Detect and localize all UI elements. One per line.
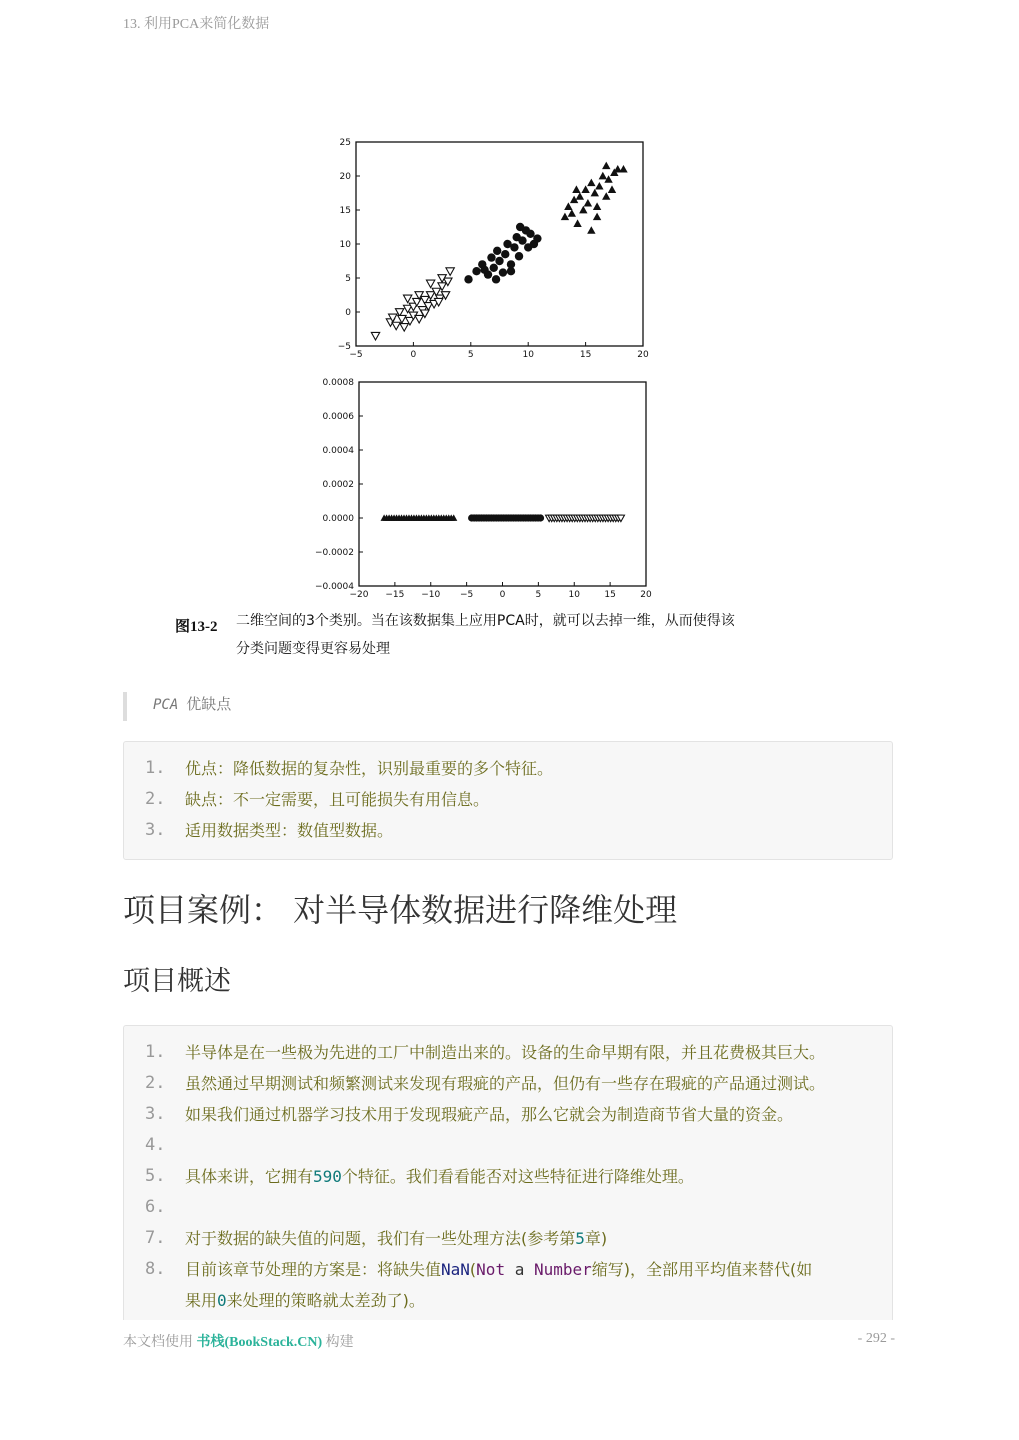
scatter-point <box>608 185 616 193</box>
y-tick-label: 5 <box>345 274 351 284</box>
scatter-point <box>510 243 518 251</box>
code-line <box>124 1130 894 1161</box>
page-number: - 292 - <box>857 1331 895 1346</box>
code-text <box>185 1161 885 1192</box>
scatter-point <box>403 295 411 303</box>
scatter-point <box>564 202 572 210</box>
scatter-point <box>584 199 592 207</box>
code-number: 0 <box>217 1291 227 1310</box>
code-paren: ( <box>469 1260 477 1279</box>
code-block-pros-cons <box>123 741 893 860</box>
scatter-point <box>537 514 544 521</box>
scatter-point <box>518 236 526 244</box>
scatter-point <box>490 264 498 272</box>
scatter-point <box>602 192 610 200</box>
y-tick-label: 15 <box>339 206 351 216</box>
scatter-point <box>599 172 607 180</box>
y-tick-label: −0.0002 <box>314 548 354 558</box>
x-tick-label: 5 <box>535 590 542 600</box>
line-number: 1. <box>145 1042 166 1062</box>
y-tick-label: −0.0004 <box>314 582 354 592</box>
scatter-point <box>492 275 500 283</box>
code-segment: 个特征。我们看看能否对这些特征进行降维处理。 <box>341 1167 694 1186</box>
footer-prefix: 本文档使用 <box>123 1335 197 1350</box>
scatter-point <box>426 280 434 288</box>
scatter-point <box>593 202 601 210</box>
code-segment: a <box>505 1260 534 1279</box>
y-tick-label: −5 <box>337 342 351 352</box>
x-tick-label: 10 <box>568 590 580 600</box>
scatter-point <box>415 315 423 323</box>
x-tick-label: −20 <box>349 590 369 600</box>
scatter-point <box>573 219 581 227</box>
code-text <box>185 1254 885 1316</box>
y-tick-label: 25 <box>339 138 351 148</box>
code-line <box>124 1254 894 1316</box>
scatter-point <box>526 230 534 238</box>
section-title: 项目案例： 对半导体数据进行降维处理 <box>123 891 678 929</box>
code-line <box>124 815 894 846</box>
scatter-point <box>595 182 603 190</box>
x-tick-label: −15 <box>385 590 405 600</box>
code-keyword-number: Number <box>533 1260 592 1279</box>
figure-svg <box>123 128 895 666</box>
code-segment: 果用 <box>185 1291 218 1310</box>
line-number: 6. <box>145 1197 166 1217</box>
figure-caption-label: 图13-2 <box>175 619 218 635</box>
code-text: 半导体是在一些极为先进的工厂中制造出来的。设备的生命早期有限，并且花费极其巨大。 <box>185 1043 826 1062</box>
x-tick-label: 0 <box>499 590 506 600</box>
line-number: 8. <box>145 1259 166 1279</box>
footer-brand-link[interactable]: 书栈(BookStack.CN) <box>196 1335 323 1350</box>
scatter-point <box>400 324 408 332</box>
code-text: 缺点：不一定需要，且可能损失有用信息。 <box>185 790 490 809</box>
scatter-point <box>487 253 495 261</box>
quote-pca-term: PCA <box>153 697 179 713</box>
scatter-chart-projected <box>315 378 652 600</box>
line-number: 5. <box>145 1166 166 1186</box>
quote-text: 优缺点 <box>186 695 232 713</box>
line-number: 2. <box>145 1073 166 1093</box>
code-line <box>124 784 894 815</box>
y-tick-label: 0 <box>345 308 351 318</box>
scatter-point <box>499 268 507 276</box>
code-segment: 具体来讲，它拥有 <box>185 1167 314 1186</box>
plot-frame <box>359 382 646 586</box>
scatter-chart-2d <box>338 138 649 360</box>
code-keyword-nan: NaN <box>441 1260 470 1279</box>
code-text: 优点：降低数据的复杂性，识别最重要的多个特征。 <box>185 759 554 778</box>
scatter-point <box>602 162 610 170</box>
y-tick-label: 0.0000 <box>322 514 354 524</box>
y-tick-label: 20 <box>339 172 351 182</box>
y-tick-label: 0.0006 <box>322 412 354 422</box>
line-number: 1. <box>145 758 166 778</box>
x-tick-label: 0 <box>410 350 417 360</box>
scatter-point <box>371 332 379 340</box>
scatter-point <box>579 206 587 214</box>
x-tick-label: −10 <box>421 590 441 600</box>
line-number: 3. <box>145 820 166 840</box>
scatter-point <box>591 189 599 197</box>
code-line <box>124 1192 894 1223</box>
code-line <box>124 1161 894 1192</box>
x-tick-label: −5 <box>459 590 474 600</box>
blockquote-pca <box>123 692 231 721</box>
scatter-point <box>587 226 595 234</box>
scatter-point <box>464 275 472 283</box>
x-tick-label: 15 <box>604 590 616 600</box>
scatter-point <box>392 322 400 330</box>
scatter-point <box>446 268 454 276</box>
figure-caption-line1: 二维空间的3个类别。当在该数据集上应用PCA时，就可以去掉一维，从而使得该 <box>236 613 735 629</box>
code-segment: 缩写)，全部用平均值来替代(如 <box>591 1260 813 1279</box>
footer-suffix: 构建 <box>322 1335 354 1350</box>
scatter-point <box>501 250 509 258</box>
code-text: 如果我们通过机器学习技术用于发现瑕疵产品，那么它就会为制造商节省大量的资金。 <box>185 1105 794 1124</box>
x-tick-label: 10 <box>522 350 534 360</box>
scatter-point <box>516 223 524 231</box>
figure-13-2 <box>123 128 895 666</box>
code-segment: 对于数据的缺失值的问题，我们有一些处理方法(参考第 <box>185 1229 576 1248</box>
code-segment: 来处理的策略就太差劲了)。 <box>226 1291 425 1310</box>
scatter-point <box>533 234 541 242</box>
x-tick-label: 20 <box>637 350 649 360</box>
y-tick-label: 10 <box>339 240 351 250</box>
scatter-point <box>619 165 627 173</box>
scatter-point <box>480 266 488 274</box>
code-number: 590 <box>313 1167 342 1186</box>
x-tick-label: 20 <box>640 590 652 600</box>
scatter-point <box>593 213 601 221</box>
code-text: 适用数据类型：数值型数据。 <box>185 821 394 840</box>
code-segment: 目前该章节处理的方案是：将缺失值 <box>185 1260 442 1279</box>
code-segment: 章) <box>584 1229 608 1248</box>
y-tick-label: 0.0004 <box>322 446 354 456</box>
line-number: 2. <box>145 789 166 809</box>
code-line <box>124 753 894 784</box>
code-text <box>185 1223 885 1254</box>
code-line <box>124 1037 894 1068</box>
line-number: 3. <box>145 1104 166 1124</box>
running-header: 13. 利用PCA来简化数据 <box>123 17 270 32</box>
line-number: 4. <box>145 1135 166 1155</box>
footer-credit <box>123 1331 354 1351</box>
code-block-overview <box>123 1025 893 1320</box>
y-tick-label: 0.0002 <box>322 480 354 490</box>
scatter-point <box>507 267 515 275</box>
code-line <box>124 1223 894 1254</box>
x-tick-label: 5 <box>467 350 474 360</box>
code-text: 虽然通过早期测试和频繁测试来发现有瑕疵的产品，但仍有一些存在瑕疵的产品通过测试。 <box>185 1074 826 1093</box>
code-line <box>124 1068 894 1099</box>
code-keyword-not: Not <box>476 1260 506 1279</box>
x-tick-label: 15 <box>579 350 592 360</box>
scatter-point <box>581 185 589 193</box>
x-tick-label: −5 <box>349 350 363 360</box>
scatter-point <box>568 209 576 217</box>
scatter-point <box>572 185 580 193</box>
scatter-point <box>472 267 480 275</box>
scatter-point <box>587 179 595 187</box>
figure-caption-line2: 分类问题变得更容易处理 <box>236 641 390 657</box>
scatter-point <box>493 247 501 255</box>
code-line <box>124 1099 894 1130</box>
scatter-point <box>495 257 503 265</box>
line-number: 7. <box>145 1228 166 1248</box>
subsection-title: 项目概述 <box>123 966 231 997</box>
scatter-point <box>576 192 584 200</box>
y-tick-label: 0.0008 <box>322 378 354 388</box>
code-number: 5 <box>575 1229 585 1248</box>
scatter-point <box>515 252 523 260</box>
